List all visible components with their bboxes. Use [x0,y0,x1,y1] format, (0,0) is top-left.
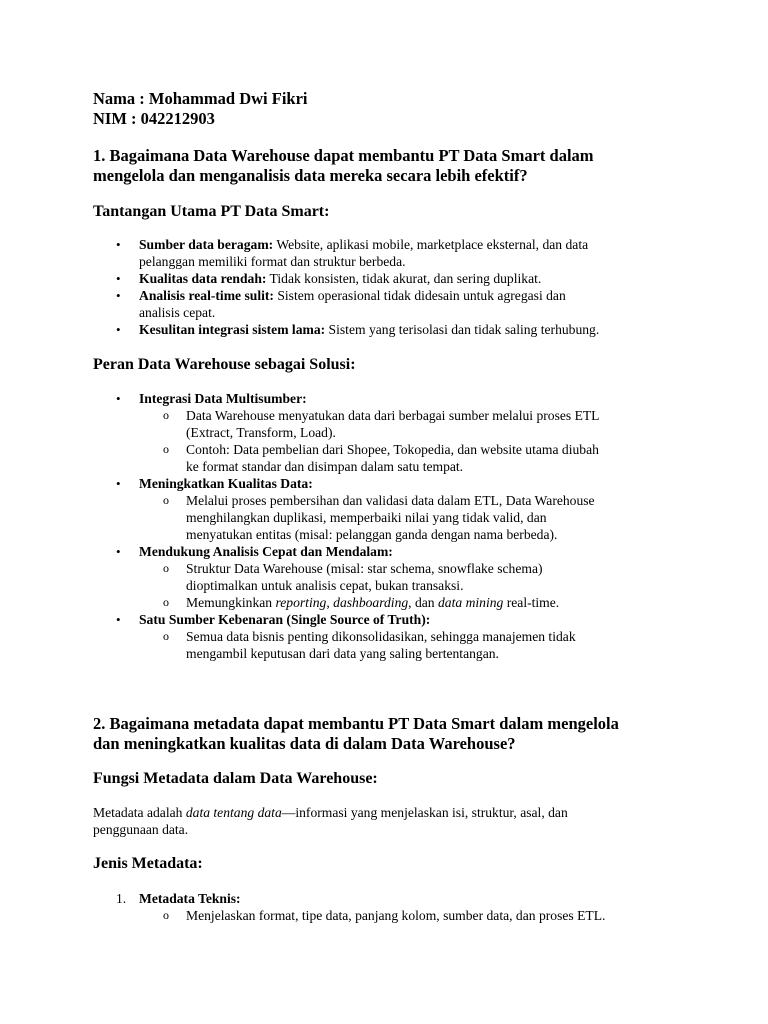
solution-sub-item-cont: (Extract, Transform, Load). [186,425,336,440]
solution-heading: Peran Data Warehouse sebagai Solusi: [93,356,356,373]
challenge-item-cont: pelanggan memiliki format dan struktur berbeda. [139,254,406,269]
metadata-definition-cont: penggunaan data. [93,822,189,837]
student-name: Nama : Mohammad Dwi Fikri [93,89,308,108]
solution-sub-item: Semua data bisnis penting dikonsolidasikan, sehingga manajemen tidak [186,629,576,644]
bullet-icon: • [116,476,121,491]
jenis-item-label: Metadata Teknis: [139,891,241,906]
question-1-title-line2: mengelola dan menganalisis data mereka secara lebih efektif? [93,166,528,185]
solution-sub-item-cont: menghilangkan duplikasi, memperbaiki nilai yang tidak valid, dan [186,510,547,525]
solution-sub-item: Struktur Data Warehouse (misal: star schema, snowflake schema) [186,561,543,576]
solution-sub-item: Memungkinkan reporting, dashboarding, dan data mining real-time. [186,595,560,610]
solution-item-label: Meningkatkan Kualitas Data: [139,476,313,491]
question-2-title-line2: dan meningkatkan kualitas data di dalam Data Warehouse? [93,734,516,753]
solution-item-label: Satu Sumber Kebenaran (Single Source of Truth): [139,612,431,627]
solution-sub-item: Contoh: Data pembelian dari Shopee, Tokopedia, dan website utama diubah [186,442,599,457]
fungsi-metadata-heading: Fungsi Metadata dalam Data Warehouse: [93,770,378,787]
metadata-definition: Metadata adalah data tentang data—informasi yang menjelaskan isi, struktur, asal, dan [93,805,568,820]
student-nim: NIM : 042212903 [93,109,215,128]
question-2-title-line1: 2. Bagaimana metadata dapat membantu PT Data Smart dalam mengelola [93,714,619,733]
challenge-item: Analisis real-time sulit: Sistem operasional tidak didesain untuk agregasi dan [139,288,566,303]
bullet-icon: • [116,391,121,406]
list-number: 1. [116,891,127,906]
bullet-icon: • [116,237,121,252]
bullet-icon: • [116,271,121,286]
challenge-item: Sumber data beragam: Website, aplikasi mobile, marketplace eksternal, dan data [139,237,589,252]
circle-bullet-icon: o [163,493,169,507]
solution-sub-item-cont: ke format standar dan disimpan dalam satu tempat. [186,459,464,474]
challenges-heading: Tantangan Utama PT Data Smart: [93,203,330,220]
jenis-metadata-heading: Jenis Metadata: [93,855,203,872]
solution-sub-item: Data Warehouse menyatukan data dari berbagai sumber melalui proses ETL [186,408,600,423]
circle-bullet-icon: o [163,595,169,609]
solution-item-label: Mendukung Analisis Cepat dan Mendalam: [139,544,393,559]
circle-bullet-icon: o [163,442,169,456]
solution-sub-item-cont: mengambil keputusan dari data yang saling bertentangan. [186,646,499,661]
bullet-icon: • [116,288,121,303]
solution-sub-item-cont: menyatukan entitas (misal: pelanggan ganda dengan nama berbeda). [186,527,558,542]
jenis-sub-item: Menjelaskan format, tipe data, panjang kolom, sumber data, dan proses ETL. [186,908,606,923]
circle-bullet-icon: o [163,561,169,575]
circle-bullet-icon: o [163,908,169,922]
circle-bullet-icon: o [163,629,169,643]
circle-bullet-icon: o [163,408,169,422]
solution-item-label: Integrasi Data Multisumber: [139,391,307,406]
bullet-icon: • [116,322,121,337]
challenge-item-cont: analisis cepat. [139,305,216,320]
challenge-item: Kesulitan integrasi sistem lama: Sistem yang terisolasi dan tidak saling terhubung. [139,322,600,337]
bullet-icon: • [116,612,121,627]
question-1-title-line1: 1. Bagaimana Data Warehouse dapat membantu PT Data Smart dalam [93,146,594,165]
bullet-icon: • [116,544,121,559]
solution-sub-item: Melalui proses pembersihan dan validasi data dalam ETL, Data Warehouse [186,493,595,508]
challenge-item: Kualitas data rendah: Tidak konsisten, tidak akurat, dan sering duplikat. [139,271,542,286]
solution-sub-item-cont: dioptimalkan untuk analisis cepat, bukan transaksi. [186,578,464,593]
